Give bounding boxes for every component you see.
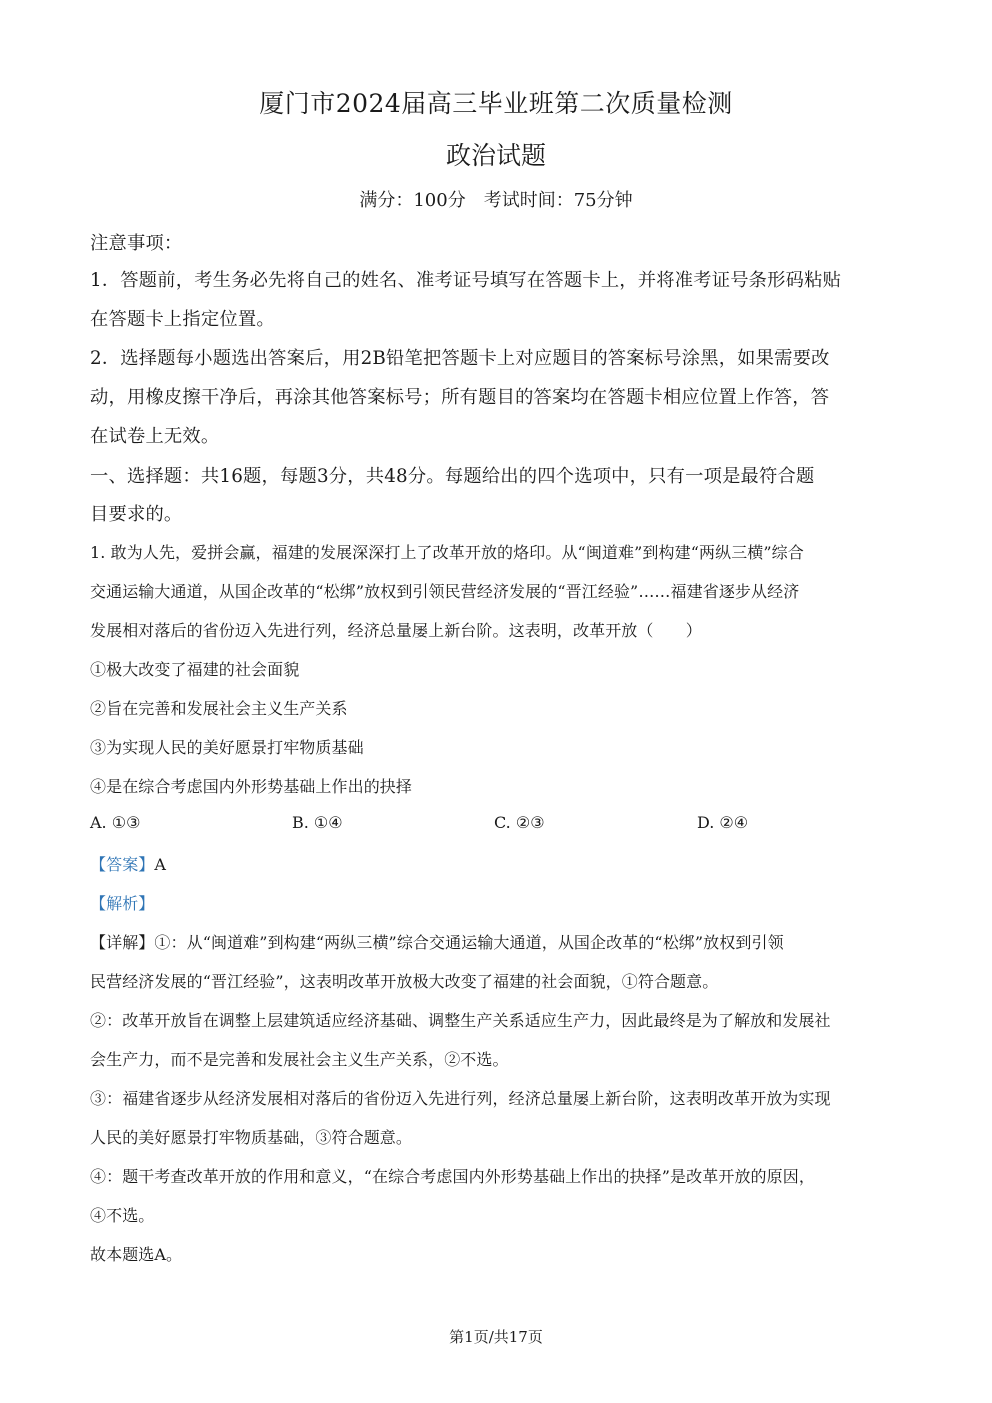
- detail-line-1: [90, 930, 784, 953]
- exam-subtitle: 政治试题: [445, 141, 546, 170]
- question-1-stem-line-3: 发展相对落后的省份迈入先进行列，经济总量屡上新台阶。这表明，改革开放（ ）: [90, 621, 702, 640]
- answer-value: A: [154, 855, 167, 874]
- option-b: B. ①④: [292, 813, 343, 832]
- detail-tag: 【详解】: [90, 933, 155, 952]
- statement-2: ②旨在完善和发展社会主义生产关系: [90, 699, 348, 718]
- note-item-1-line-1: 1．答题前，考生务必先将自己的姓名、准考证号填写在答题卡上，并将准考证号条形码粘贴: [90, 270, 842, 291]
- section-heading-line-1: 一、选择题：共16题，每题3分，共48分。每题给出的四个选项中，只有一项是最符合题: [90, 466, 815, 487]
- note-item-2-line-1: 2．选择题每小题选出答案后，用2B铅笔把答题卡上对应题目的答案标号涂黑，如果需要改: [90, 348, 830, 369]
- option-c: C. ②③: [494, 813, 545, 832]
- conclusion-line: 故本题选A。: [90, 1245, 183, 1264]
- question-1-stem-line-2: 交通运输大通道，从国企改革的“松绑”放权到引领民营经济发展的“晋江经验”……福建省逐步从经济: [90, 582, 800, 601]
- notes-heading: 注意事项：: [90, 233, 183, 254]
- question-1-stem-line-1: 1. 敢为人先，爱拼会赢，福建的发展深深打上了改革开放的烙印。从“闽道难”到构建“两纵三横”综合: [90, 543, 804, 562]
- page-number: 第1页/共17页: [449, 1328, 543, 1346]
- section-heading-line-2: 目要求的。: [90, 504, 183, 525]
- analysis-tag: 【解析】: [90, 894, 155, 913]
- detail-text-1: ①：从“闽道难”到构建“两纵三横”综合交通运输大通道，从国企改革的“松绑”放权到引领: [154, 933, 784, 952]
- statement-4: ④是在综合考虑国内外形势基础上作出的抉择: [90, 777, 413, 796]
- note-item-2-line-3: 在试卷上无效。: [90, 426, 220, 447]
- statement-1: ①极大改变了福建的社会面貌: [90, 660, 300, 679]
- detail-line-7: ④：题干考查改革开放的作用和意义，“在综合考虑国内外形势基础上作出的抉择”是改革开放的原因，: [90, 1167, 815, 1186]
- option-d: D. ②④: [697, 813, 749, 832]
- note-item-1-line-2: 在答题卡上指定位置。: [90, 309, 275, 330]
- exam-title: 厦门市2024届高三毕业班第二次质量检测: [259, 89, 733, 118]
- detail-line-8: ④不选。: [90, 1206, 155, 1225]
- detail-line-3: ②：改革开放旨在调整上层建筑适应经济基础、调整生产关系适应生产力，因此最终是为了解放和发展社: [90, 1011, 831, 1030]
- score-time-line: 满分：100分 考试时间：75分钟: [359, 190, 633, 211]
- note-item-2-line-2: 动，用橡皮擦干净后，再涂其他答案标号；所有题目的答案均在答题卡相应位置上作答，答: [90, 387, 830, 408]
- detail-line-2: 民营经济发展的“晋江经验”，这表明改革开放极大改变了福建的社会面貌，①符合题意。: [90, 972, 719, 991]
- detail-line-5: ③：福建省逐步从经济发展相对落后的省份迈入先进行列，经济总量屡上新台阶，这表明改革开放为实现: [90, 1089, 831, 1108]
- answer-line: [90, 852, 166, 875]
- detail-line-4: 会生产力，而不是完善和发展社会主义生产关系，②不选。: [90, 1050, 509, 1069]
- statement-3: ③为实现人民的美好愿景打牢物质基础: [90, 738, 364, 757]
- detail-line-6: 人民的美好愿景打牢物质基础，③符合题意。: [90, 1128, 413, 1147]
- answer-tag: 【答案】: [90, 855, 155, 874]
- option-a: A. ①③: [90, 813, 141, 832]
